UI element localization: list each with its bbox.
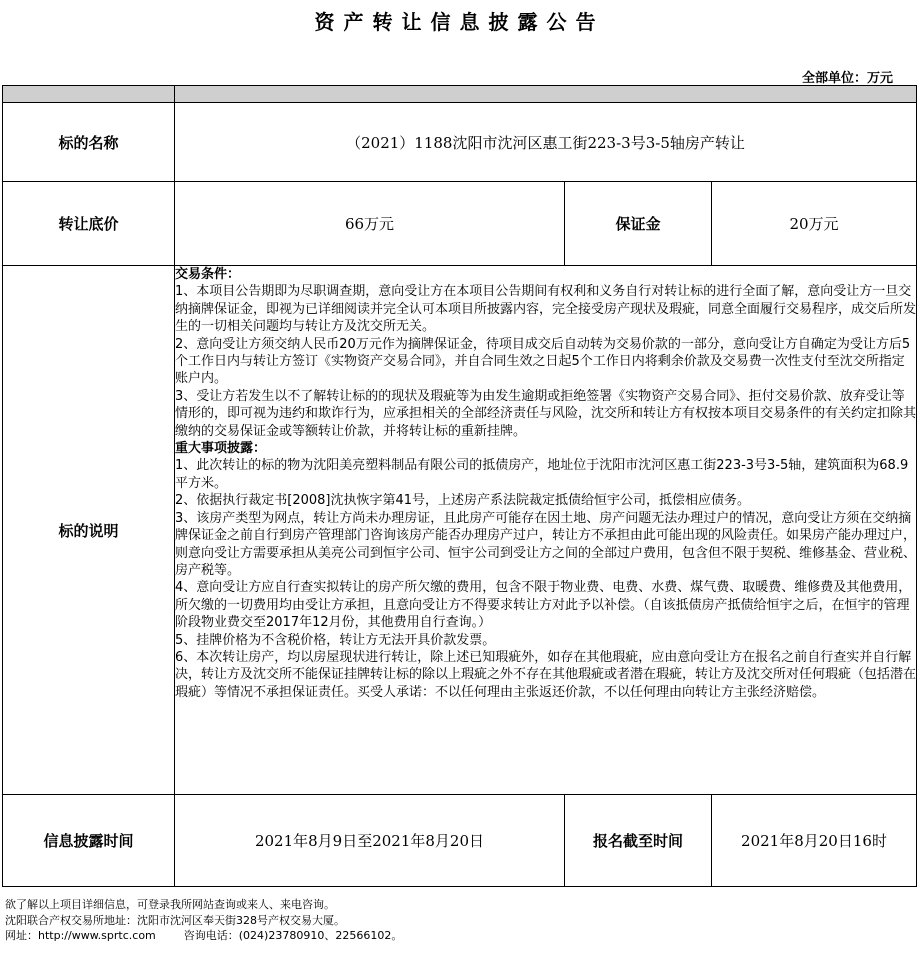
condition-item: 2、意向受让方须交纳人民币20万元作为摘牌保证金，待项目成交后自动转为交易价款的一部分，意向受让方自确定为受让方后5个工作日内与转让方签订《实物资产交易合同》，并自合同生效之日起5个工作日内将剩余价款及交易费一次性支付至沈交所指定账户内。: [175, 336, 911, 387]
announcement-table: [2, 85, 917, 887]
deposit-label: 保证金: [565, 182, 712, 266]
disclosure-item: 2、依据执行裁定书[2008]沈执恢字第41号，上述房产系法院裁定抵债给恒宇公司，抵偿相应债务。: [175, 493, 751, 509]
description-body: [175, 266, 917, 795]
condition-item: 3、受让方若发生以不了解转让标的的现状及瑕疵等为由发生逾期或拒绝签署《实物资产交易合同》、拒付交易价款、放弃受让等情形的，即可视为违约和欺诈行为，应承担相关的全部经济责任与风险，沈交所和转让方有权按本项目交易条件的有关约定扣除其缴纳的交易保证金或等额转让价款，并将转让标的重新挂牌。: [175, 388, 917, 439]
time-row: [3, 795, 917, 887]
time-label: 信息披露时间: [3, 795, 175, 887]
disclosure-item: 1、此次转让的标的物为沈阳美亮塑料制品有限公司的抵债房产，地址位于沈阳市沈河区惠工街223-3号3-5轴，建筑面积为68.9平方米。: [175, 458, 909, 491]
disclosure-item: 4、意向受让方应自行查实拟转让的房产所欠缴的费用，包含不限于物业费、电费、水费、煤气费、取暖费、维修费及其他费用，所欠缴的一切费用均由受让方承担，且意向受让方不得要求转让方对此予以补偿。（自该抵债房产抵债给恒宇之后，在恒宇的管理阶段物业费交至2017年12月份，其他费用自行查询。）: [175, 580, 912, 631]
disclosure-item: 5、挂牌价格为不含税价格，转让方无法开具价款发票。: [175, 632, 496, 648]
unit-note: 全部单位：万元: [801, 71, 893, 86]
condition-item: 1、本项目公告期即为尽职调查期，意向受让方在本项目公告期间有权利和义务自行对转让标的进行全面了解，意向受让方一旦交纳摘牌保证金，即视为已详细阅读并完全认可本项目所披露内容，完全接受房产现状及瑕疵，同意全面履行交易程序，成交后所发生的一切相关问题均与转让方及沈交所无关。: [175, 284, 917, 335]
price-row: [3, 182, 917, 266]
disclosure-item: 3、该房产类型为网点，转让方尚未办理房证，且此房产可能存在因土地、房产问题无法办理过户的情况，意向受让方须在交纳摘牌保证金之前自行到房产管理部门咨询该房产能否办理房产过户，转让方不承担由此可能出现的风险责任。如果房产能办理过户，则意向受让方需要承担从美亮公司到恒宇公司、恒宇公司到受让方之间的全部过户费用，包含但不限于契税、维修基金、营业税、房产税等。: [175, 510, 917, 578]
header-bar-cell-left: [3, 86, 175, 103]
footer: [5, 897, 402, 944]
header-bar-row: [3, 86, 917, 103]
page-title: 资产转让信息披露公告: [314, 10, 605, 34]
phone-info: 咨询电话：(024)23780910、22566102。: [183, 929, 403, 942]
header-bar-cell-right: [175, 86, 917, 103]
disclosure-item: 6、本次转让房产，均以房屋现状进行转让，除上述已知瑕疵外，如存在其他瑕疵，应由意向受让方在报名之前自行查实并自行解决，转让方及沈交所不能保证挂牌转让标的除以上瑕疵之外不存在其他瑕疵或者潜在瑕疵，转让方及沈交所对任何瑕疵（包括潜在瑕疵）等情况不承担保证责任。买受人承诺：不以任何理由主张返还价款，不以任何理由向转让方主张经济赔偿。: [175, 649, 917, 700]
website-link[interactable]: 网址：http://www.sprtc.com: [5, 929, 156, 942]
name-label: 标的名称: [3, 103, 175, 182]
deadline-label: 报名截至时间: [565, 795, 712, 887]
description-row: [3, 266, 917, 795]
price-label: 转让底价: [3, 182, 175, 266]
conditions-title: 交易条件：: [175, 267, 241, 282]
description-label: 标的说明: [3, 266, 175, 795]
footer-line-3: [5, 928, 402, 944]
deposit-value: 20万元: [712, 182, 917, 266]
time-value: 2021年8月9日至2021年8月20日: [175, 795, 565, 887]
disclosure-title: 重大事项披露：: [175, 441, 267, 457]
footer-line-2: 沈阳联合产权交易所地址：沈阳市沈河区奉天街328号产权交易大厦。: [5, 913, 345, 927]
deadline-value: 2021年8月20日16时: [712, 795, 917, 887]
name-value: （2021）1188沈阳市沈河区惠工街223-3号3-5轴房产转让: [175, 103, 917, 182]
footer-line-1: 欲了解以上项目详细信息，可登录我所网站查询或来人、来电咨询。: [5, 898, 335, 911]
price-value: 66万元: [175, 182, 565, 266]
name-row: [3, 103, 917, 182]
